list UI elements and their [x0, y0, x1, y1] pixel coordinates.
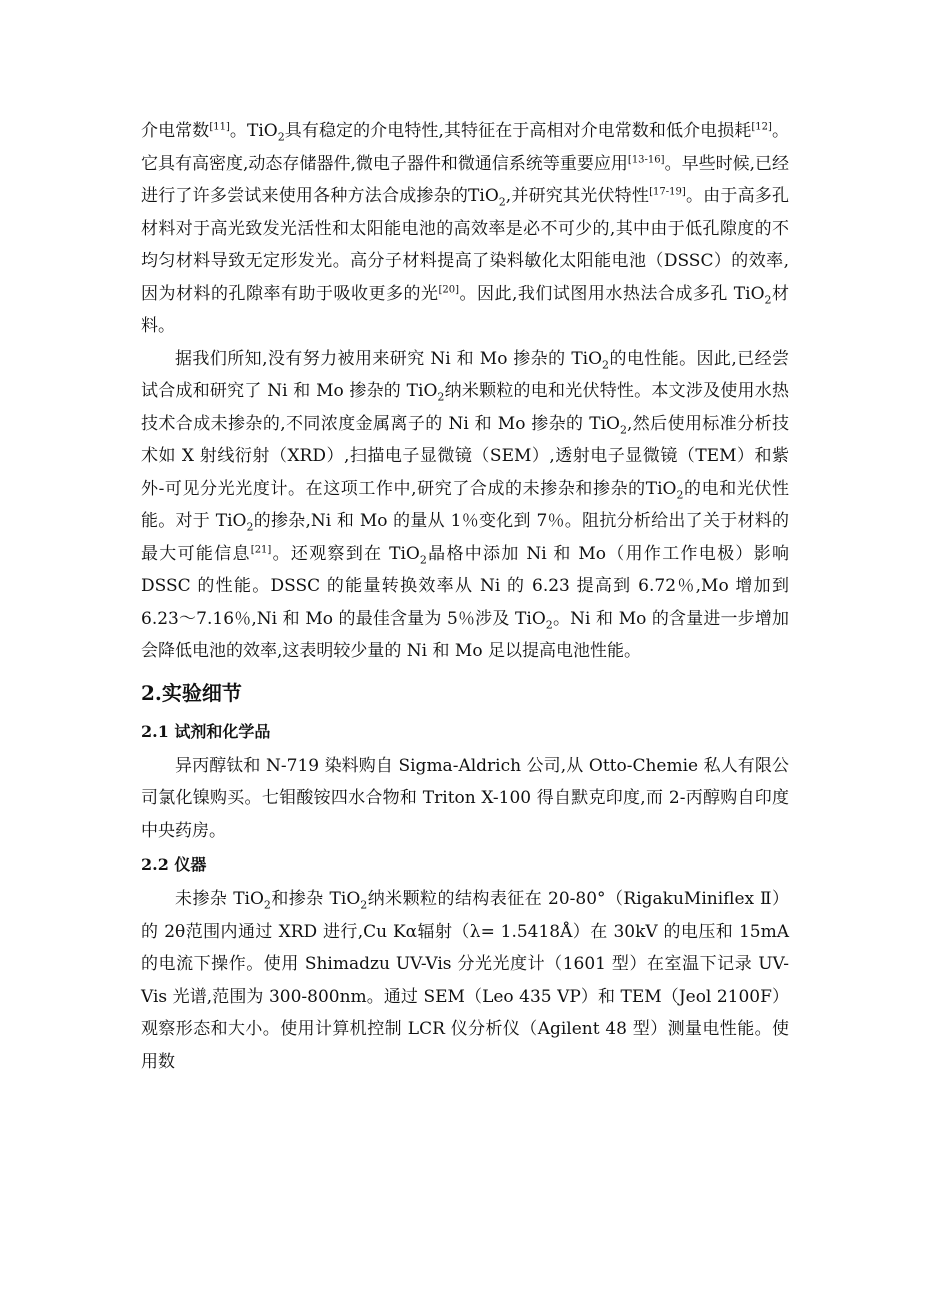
- section-heading-experimental: 2.实验细节: [141, 680, 242, 705]
- citation-superscript: [17-19]: [649, 186, 686, 198]
- citation-superscript: [21]: [250, 543, 272, 555]
- subsection-heading-instruments: 2.2 仪器: [141, 855, 207, 874]
- chemical-subscript: 2: [619, 422, 627, 436]
- citation-superscript: [12]: [751, 121, 772, 133]
- chemical-subscript: 2: [360, 898, 368, 912]
- chemical-subscript: 2: [277, 130, 285, 144]
- subsection-heading-reagents: 2.1 试剂和化学品: [141, 721, 271, 741]
- chemical-subscript: 2: [419, 552, 427, 566]
- instruments-paragraph: 未掺杂 TiO$_2$和掺杂 TiO$_2$纳米颗粒的结构表征在 20-80°（RigakuMiniflex Ⅱ）的 2θ范围内通过 XRD 进行,Cu Kα辐射（λ= 1.5418Å）在 30kV 的电压和 15mA 的电流下操作。使用 Shimadzu UV-Vis 分光光度计（1601 型）在室温下记录 UV-Vis 光谱,范围为 300-800nm。通过 SEM（Leo 435 VP）和 TEM（Jeol 2100F）观察形态和大小。使用计算机控制 LCR 仪分析仪（Agilent 48 型）测量电性能。使用数: [141, 889, 789, 1072]
- citation-superscript: [20]: [438, 283, 460, 295]
- chemical-subscript: 2: [437, 390, 445, 404]
- intro-paragraph-continued: 介电常数[11]。TiO$_2$具有稳定的介电特性,其特征在于高相对介电常数和低介电损耗[12]。它具有高密度,动态存储器件,微电子器件和微通信系统等重要应用[13-16]。早些时候,已经进行了许多尝试来使用各种方法合成掺杂的TiO$_2$,并研究其光伏特性[17-19]。由于高多孔材料对于高光致发光活性和太阳能电池的高效率是必不可少的,其中由于低孔隙度的不均匀材料导致无定形发光。高分子材料提高了染料敏化太阳能电池（DSSC）的效率,因为材料的孔隙率有助于吸收更多的光[20]。因此,我们试图用水热法合成多孔 TiO$_2$材料。: [141, 121, 790, 336]
- citation-superscript: [13-16]: [627, 153, 665, 165]
- chemical-subscript: 2: [498, 195, 506, 209]
- chemical-subscript: 2: [602, 357, 610, 371]
- chemical-subscript: 2: [545, 617, 553, 631]
- chemical-subscript: 2: [764, 292, 772, 306]
- chemical-subscript: 2: [263, 898, 271, 912]
- intro-paragraph-objective: 据我们所知,没有努力被用来研究 Ni 和 Mo 掺杂的 TiO$_2$的电性能。因此,已经尝试合成和研究了 Ni 和 Mo 掺杂的 TiO$_2$纳米颗粒的电和光伏特性。本文涉及使用水热技术合成未掺杂的,不同浓度金属离子的 Ni 和 Mo 掺杂的 TiO$_2$,然后使用标准分析技术如 X 射线衍射（XRD）,扫描电子显微镜（SEM）,透射电子显微镜（TEM）和紫外-可见分光光度计。在这项工作中,研究了合成的未掺杂和掺杂的TiO$_2$的电和光伏性能。对于 TiO$_2$的掺杂,Ni 和 Mo 的量从 1％变化到 7％。阻抗分析给出了关于材料的最大可能信息[21]。还观察到在 TiO$_2$晶格中添加 Ni 和 Mo（用作工作电极）影响 DSSC 的性能。DSSC 的能量转换效率从 Ni 的 6.23 提高到 6.72％,Mo 增加到 6.23～7.16％,Ni 和 Mo 的最佳含量为 5％涉及 TiO$_2$。Ni 和 Mo 的含量进一步增加会降低电池的效率,这表明较少量的 Ni 和 Mo 足以提高电池性能。: [141, 348, 790, 661]
- chemical-subscript: 2: [246, 520, 254, 534]
- citation-superscript: [11]: [209, 121, 230, 133]
- document-body: [141, 115, 789, 1078]
- reagents-paragraph: 异丙醇钛和 N-719 染料购自 Sigma-Aldrich 公司,从 Otto-Chemie 私人有限公司氯化镍购买。七钼酸铵四水合物和 Triton X-100 得自默克印度,而 2-丙醇购自印度中央药房。: [141, 755, 789, 841]
- chemical-subscript: 2: [676, 487, 684, 501]
